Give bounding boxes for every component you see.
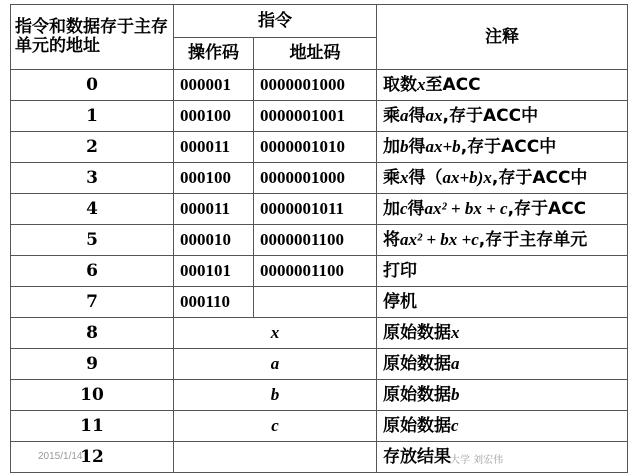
row-opcode: 000011: [174, 132, 254, 163]
row-address: 10: [11, 380, 174, 411]
footer-author: 大学 刘宏伟: [450, 455, 504, 466]
row-note: 乘x得（ax+b)x,存于ACC中: [377, 163, 628, 194]
row-address: 3: [11, 163, 174, 194]
row-address: 2: [11, 132, 174, 163]
row-address: 4: [11, 194, 174, 225]
row-note: 原始数据a: [377, 349, 628, 380]
operand-header: 地址码: [254, 38, 377, 70]
row-note: 存放结果: [377, 442, 628, 473]
row-opcode: 000011: [174, 194, 254, 225]
opcode-header: 操作码: [174, 38, 254, 70]
table-row: [11, 70, 628, 101]
program-table: [10, 4, 628, 473]
row-operand: 0000001000: [254, 70, 377, 101]
row-address: 7: [11, 287, 174, 318]
table-row: [11, 101, 628, 132]
table-row: [11, 163, 628, 194]
footer-date: 2015/1/14: [38, 451, 83, 462]
table-row: [11, 225, 628, 256]
row-operand: 0000001000: [254, 163, 377, 194]
row-operand: 0000001011: [254, 194, 377, 225]
table-row: [11, 256, 628, 287]
row-data-value: [174, 442, 377, 473]
row-operand: 0000001001: [254, 101, 377, 132]
table-row: [11, 194, 628, 225]
row-operand: 0000001100: [254, 256, 377, 287]
table-row: [11, 442, 628, 473]
table-row: [11, 349, 628, 380]
row-operand: [254, 287, 377, 318]
table-row: [11, 380, 628, 411]
note-header: 注释: [377, 5, 628, 70]
row-opcode: 000110: [174, 287, 254, 318]
row-address: 6: [11, 256, 174, 287]
program-rows: [11, 70, 628, 473]
row-note: 停机: [377, 287, 628, 318]
row-opcode: 000010: [174, 225, 254, 256]
row-address: 0: [11, 70, 174, 101]
row-address: 12: [11, 442, 174, 473]
row-data-value: a: [174, 349, 377, 380]
address-header: 指令和数据存于主存单元的地址: [11, 5, 174, 70]
row-note: 乘a得ax,存于ACC中: [377, 101, 628, 132]
table-row: [11, 411, 628, 442]
row-operand: 0000001100: [254, 225, 377, 256]
row-operand: 0000001010: [254, 132, 377, 163]
row-opcode: 000100: [174, 163, 254, 194]
row-address: 8: [11, 318, 174, 349]
row-opcode: 000100: [174, 101, 254, 132]
row-note: 取数x至ACC: [377, 70, 628, 101]
row-note: 打印: [377, 256, 628, 287]
row-address: 11: [11, 411, 174, 442]
row-data-value: c: [174, 411, 377, 442]
instruction-header: 指令: [174, 5, 377, 38]
row-note: 原始数据c: [377, 411, 628, 442]
row-note: 原始数据b: [377, 380, 628, 411]
table-row: [11, 132, 628, 163]
row-note: 加b得ax+b,存于ACC中: [377, 132, 628, 163]
table-row: [11, 287, 628, 318]
row-address: 5: [11, 225, 174, 256]
row-note: 原始数据x: [377, 318, 628, 349]
row-address: 9: [11, 349, 174, 380]
row-address: 1: [11, 101, 174, 132]
table-row: [11, 318, 628, 349]
row-opcode: 000101: [174, 256, 254, 287]
row-data-value: b: [174, 380, 377, 411]
row-opcode: 000001: [174, 70, 254, 101]
row-note: 加c得ax² + bx + c,存于ACC: [377, 194, 628, 225]
row-note: 将ax² + bx +c,存于主存单元: [377, 225, 628, 256]
row-data-value: x: [174, 318, 377, 349]
